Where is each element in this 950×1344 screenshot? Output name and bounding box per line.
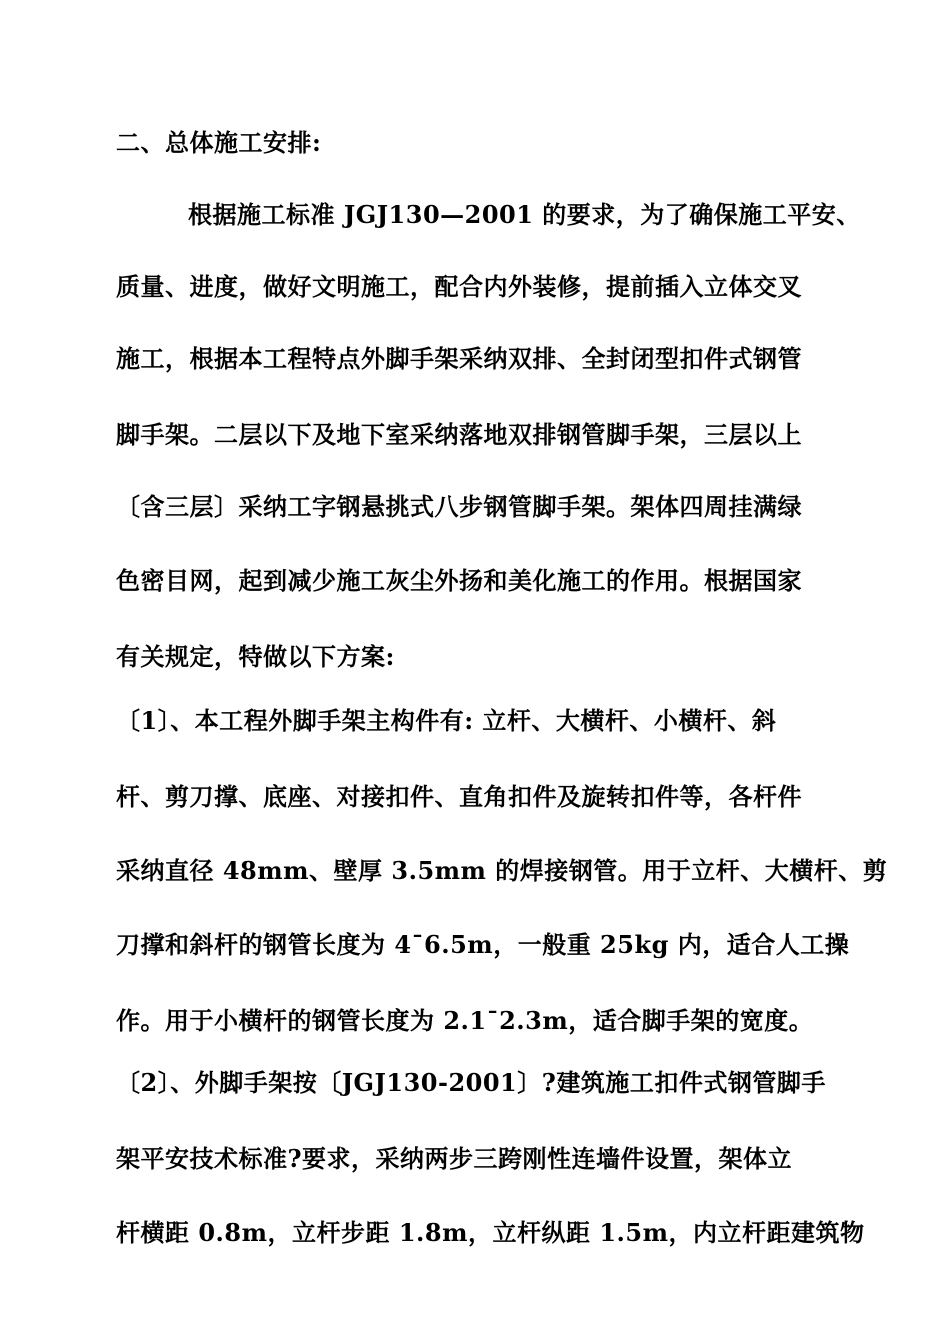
paragraph-line: 杆、剪刀撑、底座、对接扣件、直角扣件及旋转扣件等，各杆件 (116, 782, 802, 811)
paragraph-line: 根据施工标准 JGJ130—2001 的要求，为了确保施工平安、 (188, 200, 861, 229)
paragraph-line: 有关规定，特做以下方案: (116, 642, 395, 671)
paragraph-line: 杆横距 0.8m，立杆步距 1.8m，立杆纵距 1.5m，内立杆距建筑物 (116, 1218, 865, 1247)
paragraph-line: 色密目网，起到减少施工灰尘外扬和美化施工的作用。根据国家 (116, 566, 802, 595)
list-item-1-line: 〔1〕、本工程外脚手架主构件有: 立杆、大横杆、小横杆、斜 (116, 706, 777, 735)
list-item-2-line: 〔2〕、外脚手架按〔JGJ130-2001〕?建筑施工扣件式钢管脚手 (116, 1068, 826, 1097)
paragraph-line: 采纳直径 48mm、壁厚 3.5mm 的焊接钢管。用于立杆、大横杆、剪 (116, 856, 888, 885)
paragraph-line: 〔含三层〕采纳工字钢悬挑式八步钢管脚手架。架体四周挂满绿 (116, 492, 802, 521)
paragraph-line: 架平安技术标准?要求，采纳两步三跨刚性连墙件设置，架体立 (116, 1144, 793, 1173)
paragraph-line: 质量、进度，做好文明施工，配合内外装修，提前插入立体交叉 (116, 272, 802, 301)
section-heading: 二、总体施工安排: (116, 128, 322, 157)
paragraph-line: 脚手架。二层以下及地下室采纳落地双排钢管脚手架，三层以上 (116, 420, 802, 449)
paragraph-line: 刀撑和斜杆的钢管长度为 4¯6.5m，一般重 25kg 内，适合人工操 (116, 930, 850, 959)
paragraph-line: 施工，根据本工程特点外脚手架采纳双排、全封闭型扣件式钢管 (116, 344, 802, 373)
paragraph-line: 作。用于小横杆的钢管长度为 2.1¯2.3m，适合脚手架的宽度。 (116, 1006, 814, 1035)
